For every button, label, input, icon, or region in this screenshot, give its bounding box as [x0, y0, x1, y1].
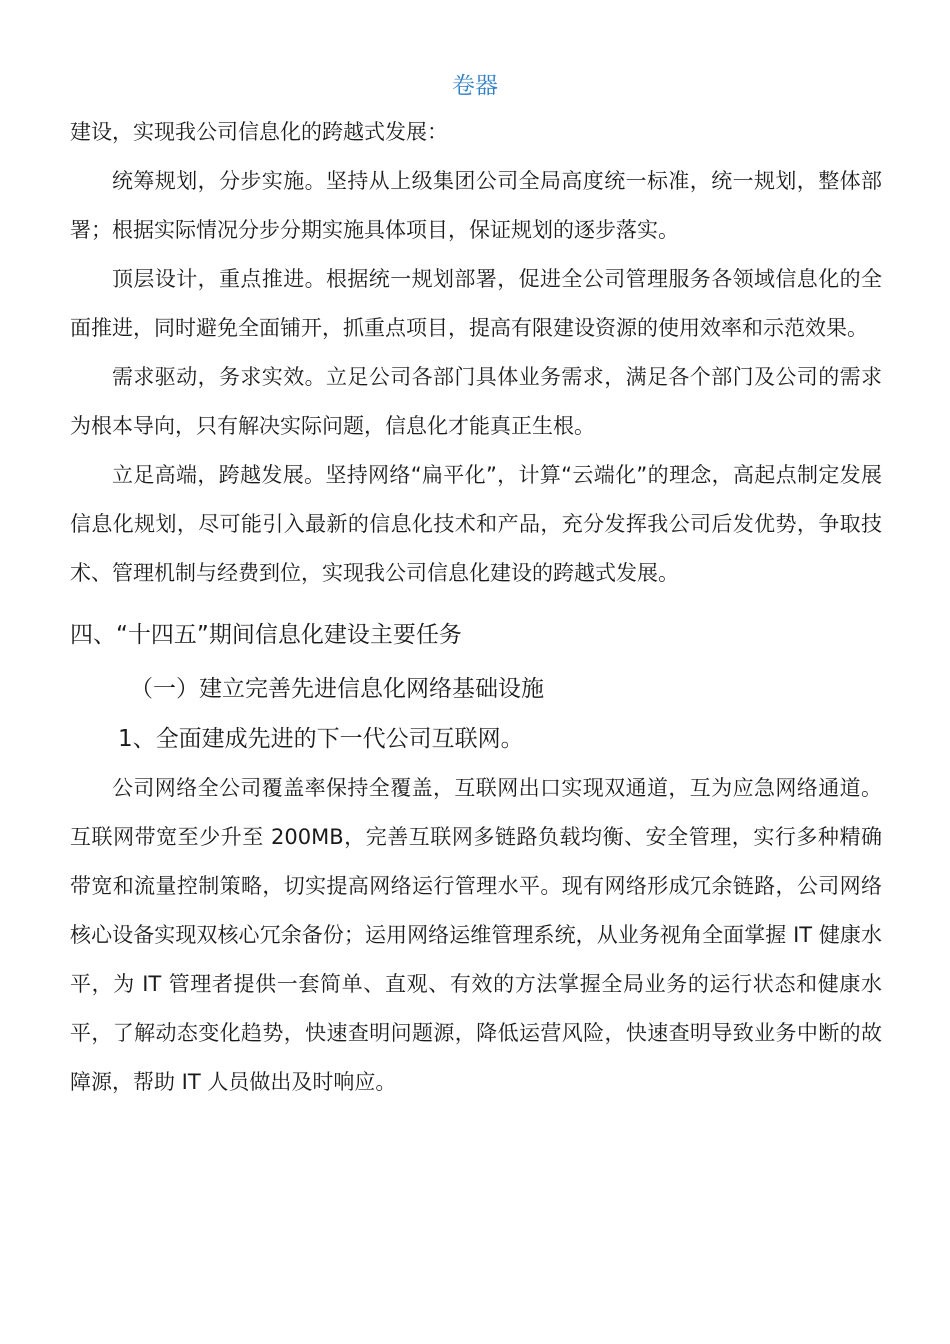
paragraph-high-end: 立足高端，跨越发展。坚持网络“扁平化”，计算“云端化”的理念，高起点制定发展信息化规划，尽可能引入最新的信息化技术和产品，充分发挥我公司后发优势，争取技术、管理机制与经费到位，实现我公司信息化建设的跨越式发展。	[70, 463, 882, 585]
paragraph-top-design: 顶层设计，重点推进。根据统一规划部署，促进全公司管理服务各领域信息化的全面推进，同时避免全面铺开，抓重点项目，提高有限建设资源的使用效率和示范效果。	[70, 267, 882, 340]
document-body	[70, 108, 882, 1107]
item-heading-1: 1、全面建成先进的下一代公司互联网。	[118, 726, 524, 752]
section-heading-4: 四、“十四五”期间信息化建设主要任务	[70, 622, 462, 648]
subsection-heading-1: （一）建立完善先进信息化网络基础设施	[130, 676, 544, 702]
paragraph-continuation: 建设，实现我公司信息化的跨越式发展：	[70, 120, 448, 144]
paragraph-planning: 统筹规划，分步实施。坚持从上级集团公司全局高度统一标准，统一规划，整体部署；根据实际情况分步分期实施具体项目，保证规划的逐步落实。	[70, 169, 882, 242]
header-title: 卷器	[452, 73, 498, 99]
paragraph-network: 公司网络全公司覆盖率保持全覆盖，互联网出口实现双通道，互为应急网络通道。互联网带宽至少升至 200MB，完善互联网多链路负载均衡、安全管理，实行多种精确带宽和流量控制策略，切实提高网络运行管理水平。现有网络形成冗余链路，公司网络核心设备实现双核心冗余备份；运用网络运维管理系统，从业务视角全面掌握 IT 健康水平，为 IT 管理者提供一套简单、直观、有效的方法掌握全局业务的运行状态和健康水平，了解动态变化趋势，快速查明问题源，降低运营风险，快速查明导致业务中断的故障源，帮助 IT 人员做出及时响应。	[70, 776, 882, 1094]
paragraph-demand-driven: 需求驱动，务求实效。立足公司各部门具体业务需求，满足各个部门及公司的需求为根本导向，只有解决实际问题，信息化才能真正生根。	[70, 365, 882, 438]
